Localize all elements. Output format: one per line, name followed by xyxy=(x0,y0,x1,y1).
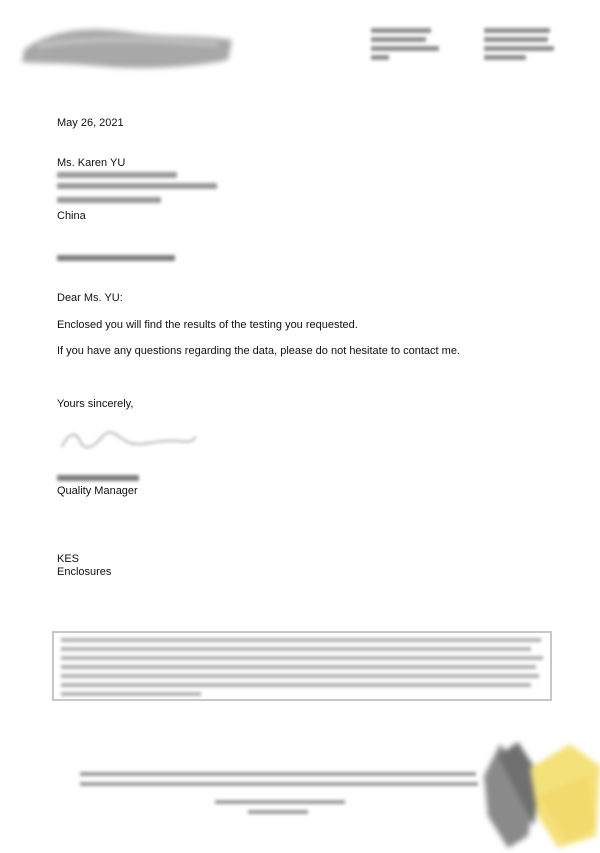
signature xyxy=(58,427,198,453)
header-address-block xyxy=(371,28,441,64)
recipient-address-redacted xyxy=(57,172,177,178)
reference-number-redacted xyxy=(57,255,175,261)
footer-line xyxy=(215,800,345,804)
recipient-name: Ms. Karen YU xyxy=(57,157,126,169)
signer-title: Quality Manager xyxy=(57,485,138,497)
header-contact-block xyxy=(484,28,554,64)
corner-seal xyxy=(478,736,600,848)
company-logo xyxy=(18,20,236,72)
footer-line xyxy=(80,772,476,776)
closing: Yours sincerely, xyxy=(57,398,134,410)
recipient-address-redacted xyxy=(57,197,161,203)
initials: KES xyxy=(57,553,80,565)
salutation: Dear Ms. YU: xyxy=(57,292,123,304)
letter-date: May 26, 2021 xyxy=(57,117,124,129)
signer-name-redacted xyxy=(57,475,139,481)
recipient-address-redacted xyxy=(57,183,217,189)
recipient-country: China xyxy=(57,210,86,222)
enclosures: Enclosures xyxy=(57,566,112,578)
disclaimer-box xyxy=(52,631,552,701)
footer-line xyxy=(248,810,308,814)
footer-line xyxy=(80,782,478,786)
body-paragraph: Enclosed you will find the results of the testing you requested. xyxy=(57,319,358,331)
body-paragraph: If you have any questions regarding the data, please do not hesitate to contact me. xyxy=(57,345,460,357)
